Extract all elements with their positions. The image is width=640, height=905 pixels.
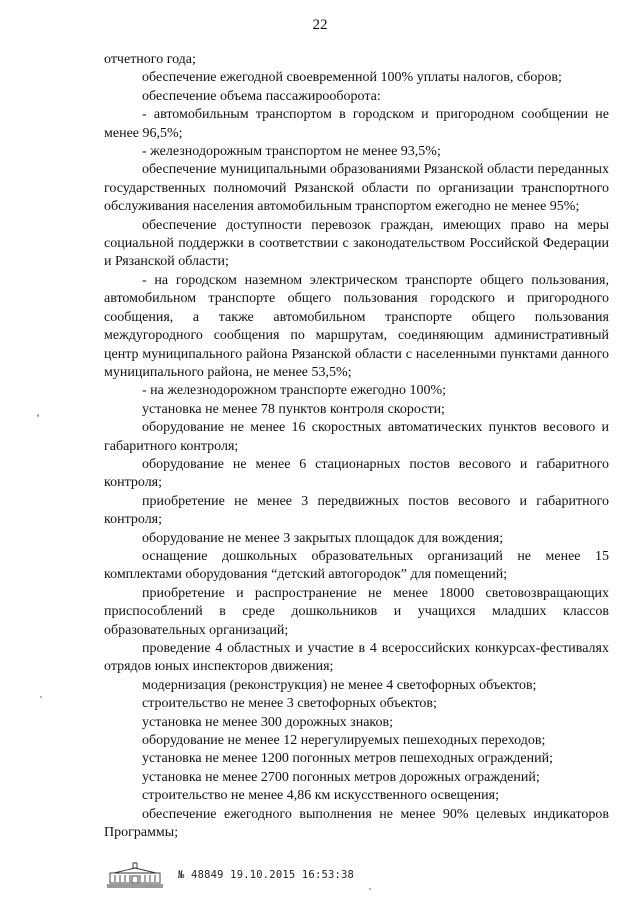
paragraph: оснащение дошкольных образовательных организаций не менее 15 комплектами оборудования “детский автогородок” для помещений;: [104, 548, 609, 583]
paragraph: оборудование не менее 6 стационарных постов весового и габаритного контроля;: [104, 456, 609, 491]
paragraph: оборудование не менее 12 нерегулируемых пешеходных переходов;: [142, 733, 546, 749]
paragraph: оборудование не менее 16 скоростных автоматических пунктов весового и габаритного контроля;: [104, 420, 609, 454]
scan-speck: [369, 888, 371, 890]
page-number: 22: [312, 17, 328, 33]
document-body: [104, 51, 609, 842]
paragraph: приобретение и распространение не менее 18000 световозвращающих приспособлений в среде дошкольников и учащихся младших классов образовательных организаций;: [104, 585, 609, 638]
scan-speck: [37, 414, 39, 417]
paragraph: обеспечение ежегодной своевременной 100% уплаты налогов, сборов;: [142, 70, 562, 86]
paragraph: - железнодорожным транспортом не менее 93,5%;: [142, 144, 441, 160]
paragraph: - автомобильным транспортом в городском и пригородном сообщении не менее 96,5%;: [104, 107, 609, 141]
scan-speck: [40, 696, 42, 698]
paragraph: обеспечение ежегодного выполнения не менее 90% целевых индикаторов Программы;: [104, 806, 609, 841]
paragraph: обеспечение объема пассажирооборота:: [142, 88, 381, 104]
paragraph: обеспечение муниципальными образованиями Рязанской области переданных государственных полномочий Рязанской области по организации транспортного обслуживания населения автомобильным транспортом ежегодно не менее 95%;: [104, 162, 609, 215]
paragraph: строительство не менее 4,86 км искусственного освещения;: [142, 788, 499, 804]
paragraph: установка не менее 1200 погонных метров пешеходных ограждений;: [142, 751, 554, 767]
paragraph: установка не менее 78 пунктов контроля скорости;: [142, 401, 445, 417]
paragraph: - на железнодорожном транспорте ежегодно 100%;: [142, 383, 447, 399]
paragraph: приобретение не менее 3 передвижных постов весового и габаритного контроля;: [104, 493, 609, 528]
government-building-icon: [106, 862, 164, 888]
paragraph: обеспечение доступности перевозок граждан, имеющих право на меры социальной поддержки в соответствии с законодательством Российской Федерации и Рязанской области;: [104, 217, 609, 270]
paragraph: установка не менее 300 дорожных знаков;: [142, 714, 393, 730]
document-registration-id: № 48849 19.10.2015 16:53:38: [178, 869, 355, 881]
paragraph: строительство не менее 3 светофорных объектов;: [142, 696, 437, 712]
document-footer: [106, 860, 354, 890]
paragraph: отчетного года;: [104, 52, 196, 67]
paragraph: - на городском наземном электрическом транспорте общего пользования, автомобильном транспорте общего пользования городского и пригородного сообщения, а также автомобильном транспорте общего пользования междугородного сообщения по маршрутам, соединяющим административный центр муниципального района Рязанской области с населенными пунктами данного муниципального района, не менее 53,5%;: [104, 272, 609, 380]
paragraph: проведение 4 областных и участие в 4 всероссийских конкурсах-фестивалях отрядов юных инспекторов движения;: [104, 641, 609, 675]
paragraph: оборудование не менее 3 закрытых площадок для вождения;: [142, 530, 504, 546]
paragraph: модернизация (реконструкция) не менее 4 светофорных объектов;: [142, 677, 537, 693]
paragraph: установка не менее 2700 погонных метров дорожных ограждений;: [142, 769, 540, 785]
